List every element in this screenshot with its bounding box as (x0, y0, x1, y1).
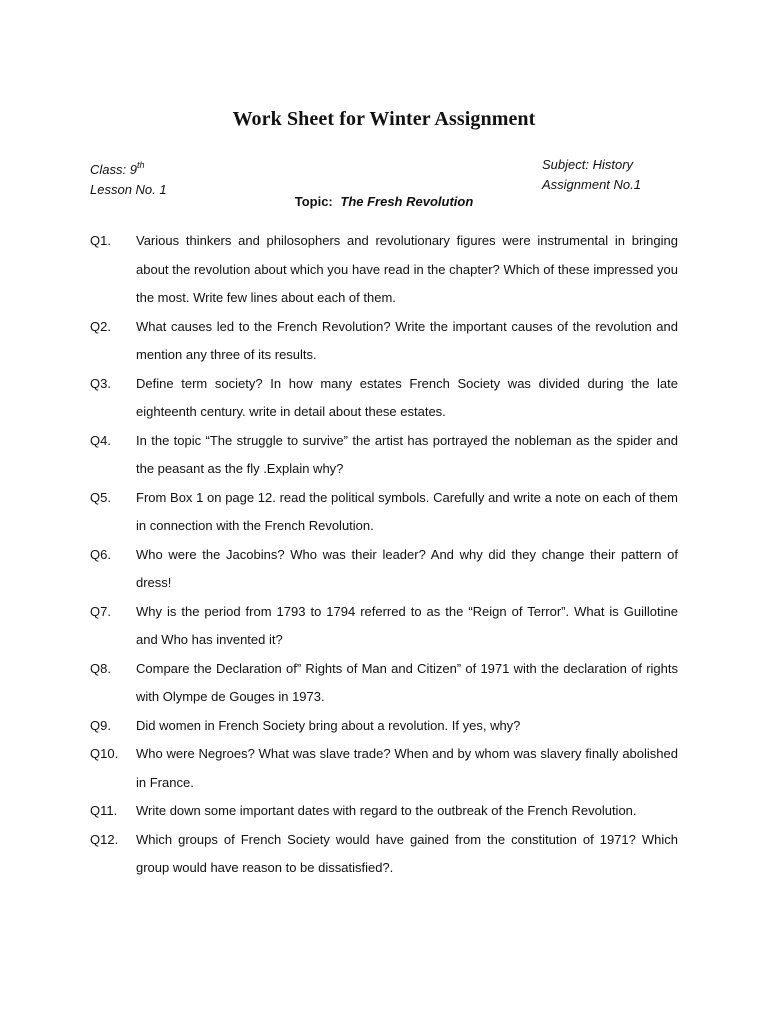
question-number: Q8. (90, 660, 111, 676)
class-label: Class: (90, 162, 127, 177)
subject-line: Subject: History (542, 157, 634, 172)
question-text: Who were Negroes? What was slave trade? When and by whom was slavery finally abolished in France. (136, 746, 678, 790)
question-text: Various thinkers and philosophers and revolutionary figures were instrumental in bringing about the revolution about which you have read in the chapter? Which of these impressed you the most. Write few lines about each of them. (136, 233, 678, 305)
question-item (90, 541, 678, 598)
question-text: From Box 1 on page 12. read the political symbols. Carefully and write a note on each of them in connection with the French Revolution. (136, 489, 678, 533)
lesson-line: Lesson No. 1 (90, 182, 167, 197)
question-item (90, 598, 678, 655)
question-text: Did women in French Society bring about a revolution. If yes, why? (136, 717, 521, 733)
question-number: Q3. (90, 375, 111, 391)
question-text: Which groups of French Society would have gained from the constitution of 1971? Which group would have reason to be dissatisfied?. (136, 831, 678, 875)
question-number: Q11. (90, 803, 118, 818)
question-text: What causes led to the French Revolution? Write the important causes of the revolution and mention any three of its results. (136, 318, 678, 362)
question-item (90, 484, 678, 541)
assignment-line: Assignment No.1 (542, 177, 641, 192)
question-item (90, 427, 678, 484)
page-title: Work Sheet for Winter Assignment (232, 108, 536, 130)
question-item (90, 797, 678, 826)
question-text: Who were the Jacobins? Who was their leader? And why did they change their pattern of dress! (136, 546, 678, 590)
question-number: Q2. (90, 318, 111, 334)
question-number: Q9. (90, 717, 111, 733)
question-number: Q5. (90, 489, 111, 505)
topic-value: The Fresh Revolution (340, 194, 474, 209)
topic-label: Topic: (294, 194, 333, 209)
question-list (90, 227, 678, 883)
question-text: Write down some important dates with regard to the outbreak of the French Revolution. (136, 803, 637, 818)
question-number: Q4. (90, 432, 111, 448)
class-value: 9th (129, 160, 145, 177)
question-item (90, 370, 678, 427)
class-superscript: th (136, 160, 145, 170)
question-number: Q10. (90, 746, 119, 761)
question-text: In the topic “The struggle to survive” the artist has portrayed the nobleman as the spider and the peasant as the fly .Explain why? (136, 432, 678, 476)
question-item (90, 826, 678, 883)
question-number: Q6. (90, 546, 111, 562)
class-line (90, 155, 167, 180)
question-text: Why is the period from 1793 to 1794 referred to as the “Reign of Terror”. What is Guillotine and Who has invented it? (136, 603, 678, 647)
question-item (90, 740, 678, 797)
question-number: Q12. (90, 831, 119, 847)
topic-line (0, 194, 768, 209)
question-item (90, 227, 678, 313)
subject-assignment-block (542, 155, 641, 195)
question-number: Q1. (90, 233, 111, 248)
question-number: Q7. (90, 603, 111, 619)
question-item (90, 655, 678, 712)
question-item (90, 712, 678, 741)
question-text: Define term society? In how many estates French Society was divided during the late eighteenth century. write in detail about these estates. (136, 375, 678, 419)
question-text: Compare the Declaration of” Rights of Man and Citizen” of 1971 with the declaration of rights with Olympe de Gouges in 1973. (136, 660, 678, 704)
question-item (90, 313, 678, 370)
